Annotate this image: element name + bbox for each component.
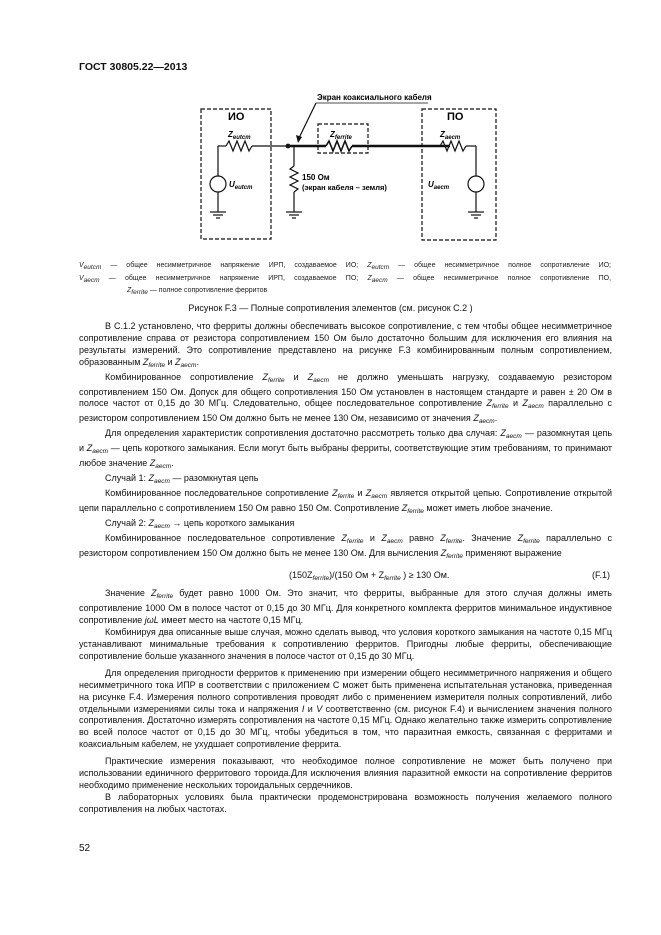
formula-expression: $(150Z_{ferrite})/(150$ Ом + $Z_{ferrite}$ ) ≥ 130 Ом. bbox=[289, 570, 450, 583]
z-ferrite-label: $Z_{ferrite}$ bbox=[330, 130, 352, 141]
formula-number: (F.1) bbox=[592, 570, 610, 581]
po-box bbox=[422, 109, 496, 240]
formula-f1 bbox=[79, 562, 612, 588]
paragraph: Комбинированное сопротивление $Z_{ferrite}$ и $Z_{aecm}$ не должно уменьшать нагрузку, создаваемую резистором сопротивлением 150 Ом. Допуск для общего сопротивления 150 Ом установлен в настоящем стандарте и равен ± 20 Ом в полосе частот от 0,15 до 30 МГц. Следовательно, общее последовательное сопротивление $Z_{ferrite}$ и $Z_{aecm}$ параллельно с резистором сопротивлением 150 Ом должно быть не менее 130 Ом, независимо от значения $Z_{aecm}$. bbox=[79, 371, 612, 426]
resistor-150-ohm bbox=[290, 166, 298, 192]
paragraph: Комбинированное последовательное сопротивление $Z_{ferrite}$ и $Z_{aecm}$ равно $Z_{ferrite}$. Значение $Z_{ferrite}$ параллельно с резистором сопротивлением 150 Ом должно быть не менее 130 Ом. Для вычисления $Z_{ferrite}$ применяют выражение bbox=[79, 532, 612, 560]
paragraph: Для определения характеристик сопротивления достаточно рассмотреть только два случая: $Z_{aecm}$ — разомкнутая цепь и $Z_{aecm}$ — цепь короткого замыкания. Если могут быть выбраны ферриты, соответствующие этим требованиям, то принимают любое значение $Z_{aecm}$. bbox=[79, 428, 613, 471]
resistor-note-label: (экран кабеля – земля) bbox=[302, 183, 387, 192]
paragraph: В лабораторных условиях была практически продемонстрирована возможность получения желаемого полного сопротивления на любых частотах. bbox=[79, 791, 612, 814]
paragraph: Значение $Z_{ferrite}$ будет равно 1000 Ом. Это значит, что ферриты, выбранные для этого случая должны иметь сопротивление 1000 Ом в полосе частот от 0,15 до 30 МГц. Для конкретного комплекта ферритов минимальное индуктивное сопротивление jωL имеет место на частоте 0,15 МГц. bbox=[79, 588, 612, 626]
legend-line-3: $Z_{ferrite}$ — полное сопротивление ферритов bbox=[127, 287, 268, 296]
io-voltage-source bbox=[210, 176, 226, 192]
z-ferrite-resistor bbox=[326, 141, 352, 151]
paragraph: Комбинируя два описанные выше случая, можно сделать вывод, что условия короткого замыкания на частоте 0,15 МГц устанавливают минимальные требования к сопротивлению ферритов. Пригодны любые ферриты, обеспечивающие сопротивление больше указанного значения в полосе частот от 0,15 до 30 МГц. bbox=[79, 627, 612, 661]
legend-line-1: $V_{eutcm}$ — общее несимметричное напряжение ИРП, создаваемое ИО; $Z_{eutcm}$ — общее несимметричное полное сопротивление ИО; bbox=[79, 262, 612, 271]
paragraph: Для определения пригодности ферритов к применению при измерении общего несимметричного напряжения и общего несимметричного тока ИПР в соответствии с приложением С может быть применена испытательная установка, приведенная на рисунке F.4. Измерения полного сопротивления проводят либо с применением измерителя полных сопротивлений, либо отдельными измерениями силы тока и напряжения I и V соответственно (см. рисунок F.4) и вычислением значения полного сопротивления. Достаточно измерять сопротивления на частоте 0,15 МГц. Однако желательно также измерить сопротивление во всей полосе частот от 0,15 до 30 МГц, чтобы убедиться в том, что паразитная емкость, связанная с ферритами и коаксиальным кабелем, не ухудшает сопротивление феррита. bbox=[79, 667, 612, 750]
po-label: ПО bbox=[447, 111, 464, 123]
po-voltage-source bbox=[468, 176, 484, 192]
impedance-circuit-diagram bbox=[160, 88, 510, 253]
figure-legend bbox=[79, 261, 611, 299]
body-text bbox=[79, 321, 612, 816]
z-eutcm-label: $Z_{eutcm}$ bbox=[228, 130, 251, 141]
cable-shield-label: Экран коаксиального кабеля bbox=[317, 93, 432, 102]
case-1-heading: Случай 1: $Z_{aecm}$ — разомкнутая цепь bbox=[105, 472, 259, 485]
u-aecm-label: $U_{aecm}$ bbox=[428, 180, 450, 191]
u-eutcm-label: $U_{eutcm}$ bbox=[229, 180, 253, 191]
legend-line-2: $V_{aecm}$ — общее несимметричное напряжение ИРП, создаваемое ПО; $Z_{aecm}$ — общее несимметричное полное сопротивление ПО, bbox=[79, 274, 612, 284]
case-2-heading: Случай 2: $Z_{aecm}$ → цепь короткого замыкания bbox=[105, 517, 295, 530]
paragraph: Комбинированное последовательное сопротивление $Z_{ferrite}$ и $Z_{aecm}$ является открытой цепью. Сопротивление открытой цепи параллельно с сопротивлением 150 Ом равно 150 Ом. Сопротивление $Z_{ferrite}$ может иметь любое значение. bbox=[79, 487, 613, 515]
shield-pointer bbox=[298, 103, 316, 140]
paragraph: В C.1.2 установлено, что ферриты должны обеспечивать высокое сопротивление, с тем чтобы общее несимметричное сопротивление справа от резистора сопротивлением 150 Ом было достаточно большим для исключения его влияния на результаты измерений. Это сопротивление представлено на рисунке F.3 комбинированным полным сопротивлением, образованным $Z_{ferrite}$ и $Z_{aecm}$. bbox=[79, 321, 612, 369]
resistor-value-label: 150 Ом bbox=[302, 173, 330, 182]
paragraph: Практические измерения показывают, что необходимое полное сопротивление не может быть получено при использовании единичного ферритового тороида.Для исключения влияния паразитной емкости на сопротивление ферритов необходимо применение нескольких тороидальных сердечников. bbox=[79, 756, 612, 790]
page-number: 52 bbox=[79, 843, 91, 854]
standard-header: ГОСТ 30805.22—2013 bbox=[79, 61, 188, 73]
z-aecm-label: $Z_{aecm}$ bbox=[440, 130, 461, 141]
figure-caption: Рисунок F.3 — Полные сопротивления элементов (см. рисунок C.2 ) bbox=[188, 303, 473, 313]
z-eutcm-resistor bbox=[226, 141, 252, 151]
io-label: ИО bbox=[228, 111, 245, 123]
io-box bbox=[201, 109, 271, 239]
